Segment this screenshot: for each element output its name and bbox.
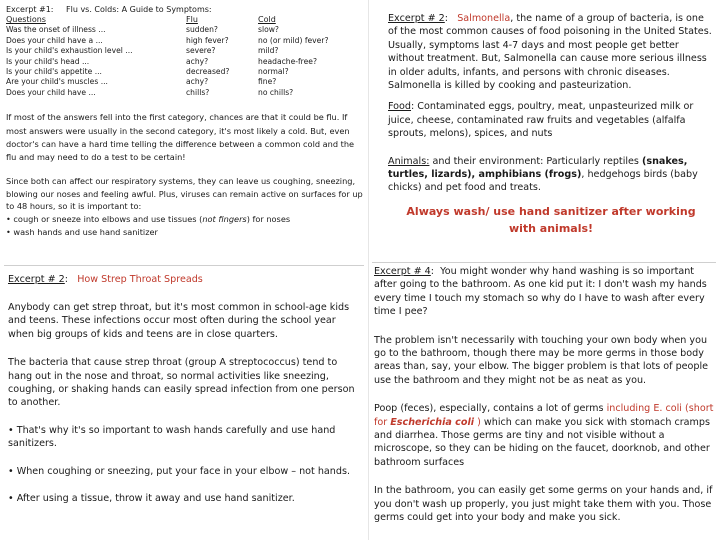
excerpt-1-title: Flu vs. Colds: A Guide to Symptoms:: [66, 5, 212, 14]
excerpt-2-salmonella-section: [388, 12, 714, 237]
salmonella-paragraph: [388, 12, 714, 92]
row-cold: no chills?: [258, 87, 294, 97]
animals-text-b: , hedgehogs birds (baby chicks) and pet food and treats.: [388, 169, 698, 194]
row-flu: decreased?: [186, 67, 230, 77]
excerpt-1-section: [6, 4, 364, 238]
bullet-wash: • wash hands and use hand sanitizer: [6, 226, 158, 237]
symptom-table: [6, 15, 329, 98]
row-question: Is your child's exhaustion level ...: [6, 46, 133, 56]
row-flu: high fever?: [186, 35, 229, 45]
row-flu: severe?: [186, 46, 216, 56]
excerpt-1-label: Excerpt #1:: [6, 5, 54, 14]
salmonella-text: , the name of a group of bacteria, is one of the most common causes of food poisoning in the United States. Usually, symptoms last 4-7 days and most people get better without treatment. But, Salmonella can cause more serious illness in older adults, infants, and persons with chronic diseases. Salmonella is killed by cooking and pasteurization.: [388, 13, 712, 92]
bullet-cough-pre: • cough or sneeze into elbows and use tissues (: [6, 214, 203, 225]
ecoli-text-b: ): [474, 416, 481, 428]
row-question: Is your child's head ...: [6, 56, 90, 66]
row-question: Is your child's appetite ...: [6, 67, 102, 77]
bathroom-paragraph-4: In the bathroom, you can easily get some germs on your hands and, if you don't wash up properly, you just might take them with you. Those germs could get into your body and make you sick.: [374, 485, 713, 524]
animals-bold: (snakes, turtles, lizards), amphibians (frogs): [388, 155, 688, 181]
poop-text-a: Poop (feces), especially, contains a lot of germs: [374, 403, 607, 415]
excerpt-4-label: Excerpt # 4: [374, 266, 431, 277]
excerpt-4-intro: You might wonder why hand washing is so important after going to the bathroom. As one kid put it: I don't wash my hands every time I touch my stomach so why do I have to wash after every time I pee?: [374, 266, 707, 318]
bathroom-paragraph-3: [374, 402, 714, 469]
bullet-cough-emphasis: not fingers: [202, 214, 247, 225]
row-flu: achy?: [186, 56, 209, 66]
row-flu: chills?: [186, 87, 210, 97]
col-flu: Flu: [186, 15, 198, 24]
strep-bullet-2: • When coughing or sneezing, put your face in your elbow – not hands.: [8, 465, 351, 477]
respiratory-paragraph: Since both can affect our respiratory systems, they can leave us coughing, sneezing, blowing our noses and feeling awful. Plus, viruses can remain active on surfaces for up to 48 hours, so it is important to:: [6, 175, 363, 212]
animals-label: Animals:: [388, 155, 430, 167]
strep-title: How Strep Throat Spreads: [77, 274, 203, 285]
excerpt-divider-right: [372, 262, 716, 263]
bathroom-paragraph-2: The problem isn't necessarily with touching your own body when you go to the bathroom, though there may be more germs in those body areas than, say, your elbow. The bigger problem is that lots of people use the bathroom and they might not be as neat as you.: [374, 334, 709, 386]
food-text: : Contaminated eggs, poultry, meat, unpasteurized milk or juice, cheese, contaminated raw fruits and vegetables (alfalfa sprouts, melons), spices, and nuts: [388, 101, 694, 140]
bullet-cough: [6, 213, 364, 226]
poop-text-b: which can make you sick with stomach cramps and diarrhea. Those germs are tiny and not visible without a microscope, so they can be hiding on the faucet, doorknob, and other bathroom surfaces: [374, 416, 710, 468]
row-cold: fine?: [258, 77, 277, 87]
table-row: [6, 57, 329, 67]
animals-text-a: and their environment: Particularly reptiles: [429, 155, 642, 167]
table-row: [6, 67, 329, 77]
food-label: Food: [388, 101, 412, 113]
excerpt-2-strep-section: [8, 273, 360, 505]
col-cold: Cold: [258, 15, 276, 24]
row-flu: achy?: [186, 77, 209, 87]
ecoli-text-a: including E. coli (short for: [374, 403, 714, 428]
excerpt-divider: [4, 265, 364, 266]
salmonella-excerpt-label: Excerpt # 2: [388, 13, 445, 24]
strep-paragraph-1: Anybody can get strep throat, but it's most common in school-age kids and teens. These infections occur most often during the school year when big groups of kids and teens are in close quarters.: [8, 302, 350, 340]
bathroom-paragraph-1: [374, 265, 714, 319]
row-question: Does your child have a ...: [6, 35, 103, 45]
salmonella-colon: :: [444, 13, 449, 24]
table-row: [6, 88, 329, 98]
row-cold: mild?: [258, 46, 279, 56]
table-row: [6, 77, 329, 87]
excerpt-4-section: [374, 265, 714, 525]
table-row: [6, 46, 329, 56]
row-flu: sudden?: [186, 25, 218, 35]
row-question: Was the onset of illness ...: [6, 25, 106, 35]
column-divider: [368, 0, 369, 540]
flu-vs-cold-paragraph: If most of the answers fell into the first category, chances are that it could be flu. If most answers were usually in the second category, it's most likely a cold. But, even doctor's can have a hard time telling the difference between a common cold and the flu and may need to do a test to be certain!: [6, 112, 355, 163]
row-cold: normal?: [258, 67, 289, 77]
table-row: [6, 25, 329, 35]
ecoli-species: Escherichia coli: [390, 416, 475, 428]
row-cold: no (or mild) fever?: [258, 35, 329, 45]
strep-header: [8, 273, 360, 286]
salmonella-title: Salmonella: [457, 13, 511, 24]
table-row: [6, 36, 329, 46]
row-question: Are your child's muscles ...: [6, 77, 108, 87]
row-question: Does your child have ...: [6, 87, 96, 97]
hand-sanitizer-callout: Always wash/ use hand sanitizer after working with animals!: [406, 204, 696, 235]
strep-paragraph-2: The bacteria that cause strep throat (group A streptococcus) tend to hang out in the nose and throat, so normal activities like sneezing, coughing, or shaking hands can easily spread infection from one person to another.: [8, 357, 355, 409]
strep-bullet-3: • After using a tissue, throw it away and use hand sanitizer.: [8, 493, 295, 505]
animals-paragraph: [388, 155, 714, 195]
col-questions: Questions: [6, 15, 46, 24]
strep-excerpt-label: Excerpt # 2: [8, 274, 65, 285]
bullet-cough-post: ) for noses: [246, 214, 291, 225]
row-cold: slow?: [258, 25, 279, 35]
food-paragraph: [388, 100, 714, 140]
excerpt-4-colon: :: [430, 266, 435, 277]
strep-bullet-1: • That's why it's so important to wash hands carefully and use hand sanitizers.: [8, 424, 336, 450]
symptom-table-header: [6, 15, 329, 25]
strep-colon: :: [64, 274, 69, 285]
row-cold: headache-free?: [258, 56, 318, 66]
